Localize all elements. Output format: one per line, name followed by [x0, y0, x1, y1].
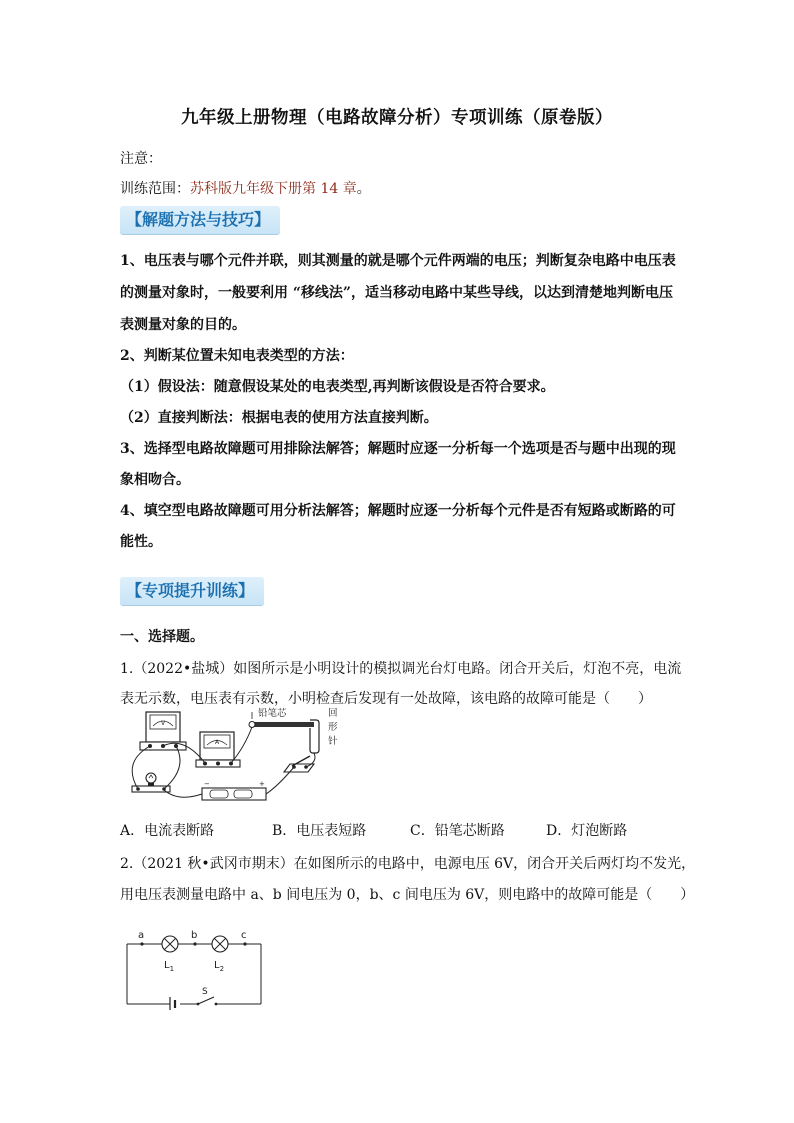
lamp-l1-label: $L_1$ [164, 960, 175, 973]
notice-label: 注意： [120, 151, 162, 167]
svg-text:+: + [259, 780, 265, 788]
q1-option-b: B．电压表短路 [272, 823, 367, 839]
section-banner-training: 【专项提升训练】 [120, 577, 264, 605]
q2-circuit-diagram [118, 920, 268, 1010]
scope-text: 苏科版九年级下册第 14 章 [190, 181, 357, 197]
section-heading-choice: 一、选择题。 [120, 629, 204, 645]
q1-option-d: D．灯泡断路 [546, 823, 628, 839]
document-title: 九年级上册物理（电路故障分析）专项训练（原卷版） [181, 108, 613, 128]
node-c-label: c [241, 930, 247, 941]
method-line-6: （2）直接判断法：根据电表的使用方法直接判断。 [120, 410, 438, 426]
method-line-9: 4、填空型电路故障题可用分析法解答；解题时应逐一分析每个元件是否有短路或断路的可 [120, 503, 676, 519]
lamp-l2-icon [212, 936, 228, 952]
ammeter-icon [196, 732, 240, 767]
lamp-l1-icon [162, 936, 178, 952]
battery-icon [202, 780, 266, 800]
method-line-3: 表测量对象的目的。 [120, 317, 246, 333]
method-line-5: （1）假设法：随意假设某处的电表类型,再判断该假设是否符合要求。 [120, 379, 555, 395]
q2-line-2: 用电压表测量电路中 a、b 间电压为 0，b、c 间电压为 6V，则电路中的故障可能是（ ） [120, 887, 695, 903]
q1-line-1: 1.（2022•盐城）如图所示是小明设计的模拟调光台灯电路。闭合开关后，灯泡不亮，电流 [120, 661, 682, 677]
svg-text:V: V [160, 720, 166, 727]
label-clip-3: 针 [328, 736, 338, 747]
svg-text:A: A [214, 739, 220, 746]
svg-text:−: − [204, 780, 210, 788]
node-a-label: a [138, 930, 145, 941]
node-b-label: b [191, 930, 198, 941]
switch-s-label: S [202, 987, 208, 997]
label-clip-2: 形 [328, 722, 338, 733]
q1-option-a: A．电流表断路 [120, 823, 215, 839]
method-line-2: 的测量对象时，一般要利用 “移线法”，适当移动电路中某些导线，以达到清楚地判断电压 [120, 285, 673, 301]
q1-line-2: 表无示数，电压表有示数，小明检查后发现有一处故障，该电路的故障可能是（ ） [120, 691, 652, 707]
q2-line-1: 2.（2021 秋•武冈市期末）在如图所示的电路中，电源电压 6V，闭合开关后两灯均不发光， [120, 856, 696, 872]
scope-end: 。 [356, 181, 371, 197]
battery-icon [170, 997, 175, 1010]
scope-label: 训练范围： [120, 181, 190, 197]
voltmeter-icon [140, 712, 186, 750]
q1-apparatus-figure [118, 706, 358, 810]
section-banner-methods: 【解题方法与技巧】 [120, 206, 280, 234]
training-scope [120, 178, 371, 198]
method-line-8: 象相吻合。 [120, 472, 190, 488]
switch-s-icon [197, 997, 218, 1005]
method-line-7: 3、选择型电路故障题可用排除法解答；解题时应逐一分析每一个选项是否与题中出现的现 [120, 441, 676, 457]
label-pencil-lead: 铅笔芯 [258, 708, 287, 719]
method-line-4: 2、判断某位置未知电表类型的方法： [120, 348, 354, 364]
method-line-1: 1、电压表与哪个元件并联，则其测量的就是哪个元件两端的电压；判断复杂电路中电压表 [120, 253, 676, 269]
lamp-l2-label: $L_2$ [214, 960, 225, 973]
label-clip-1: 回 [328, 708, 338, 719]
method-line-10: 能性。 [120, 534, 162, 550]
q1-option-c: C．铅笔芯断路 [410, 823, 505, 839]
switch-icon [284, 756, 314, 772]
